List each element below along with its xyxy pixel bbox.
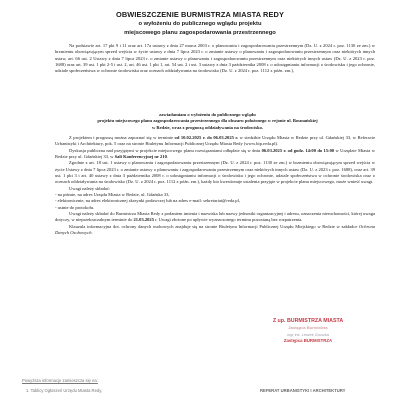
submission-method-oral: - ustnie do protokołu. xyxy=(55,204,95,210)
paragraph-deadline xyxy=(55,211,375,224)
stamp-line3: Zastępca BURMISTRZA xyxy=(283,338,333,343)
submission-deadline: 21.03.2025 xyxy=(133,217,154,223)
paragraph-submission-intro: Uwagi należy składać: xyxy=(69,185,111,191)
footer-note-heading: Powyższa informacje zamieszcza się na: xyxy=(22,378,98,383)
discussion-room: Sali Konferencyjnej nr 210 xyxy=(114,154,167,160)
p5-text-b: r. Uwagi złożone po upływie wyznaczonego terminu pozostaną bez rozpatrzenia. xyxy=(153,217,303,223)
discussion-datetime: 06.03.2025 r. od godz. 14:00 do 15:00 xyxy=(261,147,335,153)
p1-text-b: w siedzibie Urzędu Miasta w Redzie przy ul. Gdańskiej 33, w Referacie Urbanistyki i Architektury, pok. 5 oraz na stronie Biuletynu Informacji Publicznej Urzędu Miasta Redy (www.bip.reda.pl). xyxy=(55,135,375,147)
p6-text-b: . xyxy=(91,230,93,236)
consultation-dates: od 10.02.2025 r. do 06.03.2025 r. xyxy=(174,135,239,140)
paragraph-legal-remarks: Zgodnie z art. 18 ust. 1 ustawy o planowaniu i zagospodarowaniu przestrzennym (Dz. U. z 2024 r. poz. 1130 ze zm.) w brzmieniu obowiązującym sprzed wejścia w życie Ustawy z dnia 7 lipca 2023 r. o zmianie ustawy o planowaniu i zagospodarowaniu przestrzennym oraz niektórych innych ustaw (Dz. U. z 2023 r. poz. 1688), oraz art. 39 ust. 1 pkt 3 i art. 40 ustawy z dnia 3 października 2008 r. o udostępnianiu informacji o środowisku i jego ochronie, udziale społeczeństwa w ochronie środowiska oraz o ocenach oddziaływania na środowisko (Dz. U. z 2024 r. poz. 1112 z późn. zm.), każdy kto kwestionuje ustalenia przyjęte w projekcie planu miejscowego, może wnieść uwagi. xyxy=(55,160,375,185)
document-subtitle-line2: miejscowego planu zagospodarowania przestrzennego xyxy=(124,30,276,36)
announcement-line2: projektu miejscowego planu zagospodarowania przestrzennego dla obszaru położonego w rejonie ul. Bosmańskiej xyxy=(97,118,318,124)
announcement-block xyxy=(40,112,375,131)
document-subtitle-line1: o wyłożeniu do publicznego wglądu projektu xyxy=(138,21,262,27)
p2-text-b: w Urzędzie Miasta w Redzie przy ul. Gdańskiej 33, w xyxy=(55,147,375,160)
footer-department: REFERAT URBANISTYKI I ARCHITEKTURY xyxy=(260,388,346,393)
paragraph-privacy xyxy=(55,224,375,237)
paragraph-consultation xyxy=(55,135,375,148)
stamp-line2: Zastępca Burmistrza xyxy=(288,325,328,330)
submission-method-paper: - na piśmie, na adres Urzędu Miasta w Redzie, ul. Gdańska 33, xyxy=(55,192,170,198)
submission-method-electronic: - elektronicznie, na adres elektronicznej skrzynki podawczej lub na adres e-mail: sekretariat@reda.pl, xyxy=(55,198,240,204)
footer-note-item1: 1. Tablicy Ogłoszeń Urzędu Miasta Redy, xyxy=(26,388,103,393)
legal-basis-text: Na podstawie art. 17 pkt 9 i 11 oraz art. 17a ustawy z dnia 27 marca 2003 r. o planowaniu i zagospodarowaniu przestrzennym (Dz. U. z 2024 r. poz. 1130 ze zm.) w brzmieniu obowiązującym sprzed wejścia w życie ustawy z dnia 7 lipca 2023 r. o zmianie ustawy o planowaniu i zagospodarowaniu przestrzennym oraz niektórych innych ustaw, art. 66 ust. 2 Ustawy z dnia 7 lipca 2023 r. o zmianie ustawy o planowaniu i zagospodarowaniu przestrzennym oraz niektórych innych ustaw (Dz. U. z 2023 r. poz. 1688) oraz art. 39 ust. 1 pkt 2-5 i ust. 2, art. 46 ust. 1 pkt 1, art. 54 ust. 2 i ust. 3 ustawy z dnia 3 października 2008 r. o udostępnianiu informacji o środowisku i jego ochronie, udziale społeczeństwa w ochronie środowiska oraz ocenach oddziaływania na środowisko (Dz. U. z 2024 r. poz. 1112 z późn. zm.), xyxy=(55,43,375,74)
official-stamp xyxy=(248,318,368,343)
p5-text-a: Uwagi należy składać do Burmistrza Miasta Redy z podaniem imienia i nazwiska lub nazwy jednostki organizacyjnej i adresu, oznaczenia nieruchomości, której uwaga dotyczy, w nieprzekraczalnym terminie do xyxy=(55,211,375,223)
p2-text-a: Dyskusja publiczna nad przyjętymi w projekcie miejscowego planu rozwiązaniami odbędzie się w dniu xyxy=(69,147,262,153)
p2-text-c: . xyxy=(166,154,168,160)
privacy-tab-name: Ochrona Danych Osobowych xyxy=(55,223,375,236)
announcement-line3: w Redzie, wraz z prognozą oddziaływania na środowisko. xyxy=(151,124,264,130)
stamp-signature: mgr inż. Leszek Gruszka xyxy=(287,333,329,337)
legal-basis-paragraph xyxy=(55,43,375,75)
paragraph-discussion xyxy=(55,148,375,161)
document-title: OBWIESZCZENIE BURMISTRZA MIASTA REDY xyxy=(116,10,284,19)
p1-text-a: Z projektem i prognozą można zapoznać się w terminie xyxy=(69,135,175,140)
announcement-line1: zawiadamiam o wyłożeniu do publicznego wglądu xyxy=(159,112,256,117)
document-body xyxy=(55,135,375,237)
stamp-line1: Z up. BURMISTRZA MIASTA xyxy=(272,318,344,324)
p6-text-a: Klauzula informacyjna dot. ochrony danych osobowych znajduje się na stronie Biuletynu Informacji Publicznej Urzędu Miejskiego w Redzie w zakładce xyxy=(69,223,359,229)
